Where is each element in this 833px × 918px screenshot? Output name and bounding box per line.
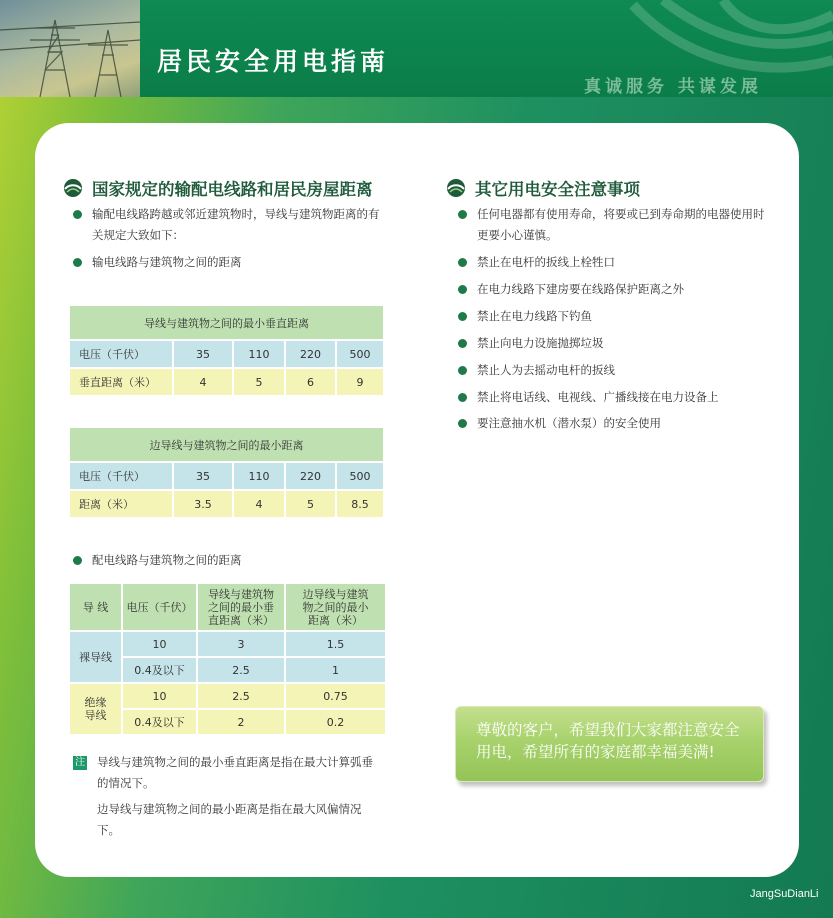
- table-group-label: 裸导线: [69, 631, 122, 683]
- distribution-distance-table: [68, 582, 387, 736]
- table-cell: 9: [336, 368, 384, 396]
- transmission-label: 输电线路与建筑物之间的距离: [92, 255, 242, 269]
- table-header-cell: 电压（千伏）: [122, 583, 197, 631]
- greeting-line-1: 尊敬的客户，希望我们大家都注意安全: [476, 721, 740, 739]
- table-cell: 500: [336, 462, 384, 490]
- left-section-heading: [63, 176, 373, 200]
- table-row-label: 垂直距离（米）: [69, 368, 173, 396]
- list-item: [458, 333, 604, 354]
- table-cell: 0.4及以下: [122, 657, 197, 683]
- table-cell: 2: [197, 709, 285, 735]
- list-item: [458, 360, 615, 381]
- greeting-line-2: 用电，希望所有的家庭都幸福美满!: [476, 743, 715, 761]
- globe-bullet-icon: [63, 178, 83, 198]
- table-cell: 3: [197, 631, 285, 657]
- intro-line-1: 输配电线路跨越或邻近建筑物时，导线与建筑物距离的有: [92, 207, 380, 221]
- list-item-text: 禁止将电话线、电视线、广播线接在电力设备上: [477, 390, 719, 404]
- intro-line-2: 关规定大致如下：: [92, 228, 184, 242]
- list-item-text: 要注意抽水机（潜水泵）的安全使用: [477, 416, 661, 430]
- right-section-title: 其它用电安全注意事项: [475, 180, 640, 199]
- table-cell: 1: [285, 657, 386, 683]
- table-caption: 导线与建筑物之间的最小垂直距离: [69, 305, 384, 340]
- list-item: [458, 306, 592, 327]
- table-cell: 0.2: [285, 709, 386, 735]
- table-cell: 8.5: [336, 490, 384, 518]
- list-item: [458, 413, 661, 434]
- table-cell: 110: [233, 340, 285, 368]
- table-cell: 0.4及以下: [122, 709, 197, 735]
- table-group-label: 绝缘 导线: [69, 683, 122, 735]
- table-cell: 3.5: [173, 490, 233, 518]
- table-cell: 1.5: [285, 631, 386, 657]
- list-item: [458, 204, 793, 246]
- vertical-distance-table: [68, 304, 385, 397]
- left-section-title: 国家规定的输配电线路和居民房屋距离: [92, 180, 373, 199]
- table-row-label: 距离（米）: [69, 490, 173, 518]
- list-item: [73, 550, 242, 571]
- note-1-line-1: 导线与建筑物之间的最小垂直距离是指在最大计算弧垂: [97, 755, 373, 769]
- greeting-box: [455, 706, 764, 782]
- table-cell: 0.75: [285, 683, 386, 709]
- list-item-text: 禁止在电杆的扳线上栓牲口: [477, 255, 615, 269]
- item-1-line-2: 更要小心谨慎。: [477, 228, 558, 242]
- note-tag: 注: [75, 757, 85, 768]
- power-tower-photo: [0, 0, 140, 97]
- side-distance-table: [68, 426, 385, 519]
- list-item: [458, 387, 719, 408]
- header-slogan: 真诚服务 共谋发展: [584, 77, 762, 97]
- table-cell: 220: [285, 462, 336, 490]
- table-cell: 10: [122, 683, 197, 709]
- note-2-line-1: 边导线与建筑物之间的最小距离是指在最大风偏情况: [97, 802, 362, 816]
- item-1-line-1: 任何电器都有使用寿命，将要或已到寿命期的电器使用时: [477, 207, 765, 221]
- table-caption: 边导线与建筑物之间的最小距离: [69, 427, 384, 462]
- table-cell: 2.5: [197, 683, 285, 709]
- table-row-label: 电压（千伏）: [69, 462, 173, 490]
- greeting-text: [476, 719, 761, 763]
- table-cell: 110: [233, 462, 285, 490]
- table-header-cell: 边导线与建筑 物之间的最小 距离（米）: [285, 583, 386, 631]
- note-1-line-2: 的情况下。: [97, 776, 155, 790]
- page-header: [0, 0, 833, 97]
- table-cell: 2.5: [197, 657, 285, 683]
- table-cell: 5: [285, 490, 336, 518]
- list-item-text: 在电力线路下建房要在线路保护距离之外: [477, 282, 684, 296]
- table-cell: 500: [336, 340, 384, 368]
- table-cell: 35: [173, 340, 233, 368]
- note-2: [97, 799, 397, 841]
- list-item-text: 禁止在电力线路下钓鱼: [477, 309, 592, 323]
- list-item: [73, 252, 242, 273]
- table-header-cell: 导线与建筑物 之间的最小垂 直距离（米）: [197, 583, 285, 631]
- table-row-label: 电压（千伏）: [69, 340, 173, 368]
- right-section-heading: [446, 176, 640, 200]
- table-header-cell: 导 线: [69, 583, 122, 631]
- page-title: 居民安全用电指南: [157, 47, 390, 76]
- table-cell: 4: [233, 490, 285, 518]
- distribution-label: 配电线路与建筑物之间的距离: [92, 553, 242, 567]
- note-1: [97, 752, 397, 794]
- list-item-text: 禁止人为去摇动电杆的扳线: [477, 363, 615, 377]
- table-cell: 4: [173, 368, 233, 396]
- table-cell: 10: [122, 631, 197, 657]
- table-cell: 5: [233, 368, 285, 396]
- table-cell: 35: [173, 462, 233, 490]
- table-cell: 6: [285, 368, 336, 396]
- list-item: [458, 252, 615, 273]
- list-item: [458, 279, 684, 300]
- watermark: JangSuDianLi: [750, 888, 819, 900]
- note-2-line-2: 下。: [97, 823, 120, 837]
- list-item: [73, 204, 403, 246]
- list-item-text: 禁止向电力设施抛掷垃圾: [477, 336, 604, 350]
- globe-bullet-icon: [446, 178, 466, 198]
- table-cell: 220: [285, 340, 336, 368]
